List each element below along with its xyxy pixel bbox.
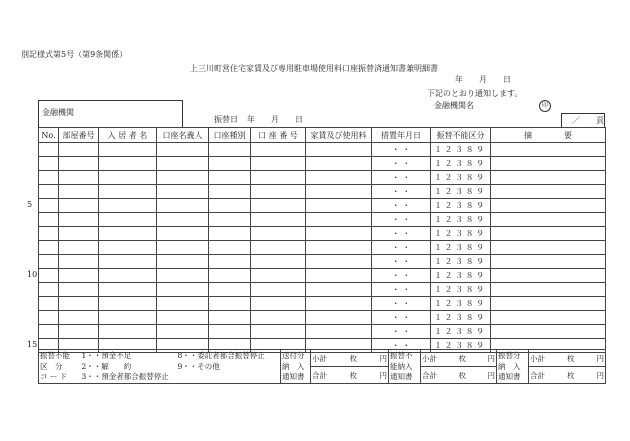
failed-total — [421, 367, 497, 384]
legend-item: 3・・預金者都合振替停止 — [81, 372, 169, 381]
failure-codes: １ ２ ３ ８ ９ — [431, 199, 491, 213]
date-dots: ・ ・ — [372, 283, 431, 297]
table-cell — [491, 199, 606, 213]
header-row — [39, 128, 606, 143]
issuer-label: 金融機関名 — [434, 101, 474, 110]
table-cell — [306, 283, 372, 297]
legend-title-line: 振替不能 — [40, 351, 70, 360]
table-cell — [209, 227, 251, 241]
table-cell — [251, 171, 306, 185]
table-cell — [491, 297, 606, 311]
yen-unit: 円 — [596, 353, 604, 363]
table-cell — [306, 157, 372, 171]
failure-codes: １ ２ ３ ８ ９ — [431, 311, 491, 325]
table-cell — [251, 325, 306, 339]
table-cell — [491, 213, 606, 227]
table-cell — [251, 241, 306, 255]
table-cell — [306, 269, 372, 283]
table-cell — [209, 143, 251, 157]
group-label-line: 通知書 — [282, 372, 305, 381]
table-row — [39, 185, 606, 199]
group-label-line: 振替不 — [390, 351, 413, 360]
table-cell — [39, 269, 59, 283]
table-cell — [491, 171, 606, 185]
table-cell — [251, 269, 306, 283]
table-cell — [491, 283, 606, 297]
date-dots: ・ ・ — [372, 227, 431, 241]
subtotal-label: 小計 — [422, 353, 437, 363]
page-label: ／ 頁 — [572, 116, 604, 125]
table-row — [39, 297, 606, 311]
col-room: 部屋番号 — [59, 128, 99, 143]
table-cell — [157, 297, 209, 311]
page-box — [561, 113, 605, 128]
legend-item: 1・・預金不足 — [81, 351, 132, 360]
table-cell — [39, 143, 59, 157]
col-tenant: 入 居 者 名 — [99, 128, 157, 143]
table-cell — [157, 325, 209, 339]
table-cell — [157, 143, 209, 157]
table-cell — [99, 283, 157, 297]
table-cell — [306, 255, 372, 269]
failure-codes: １ ２ ３ ８ ９ — [431, 297, 491, 311]
failure-codes: １ ２ ３ ８ ９ — [431, 325, 491, 339]
table-cell — [99, 255, 157, 269]
table-row — [39, 227, 606, 241]
table-row — [39, 157, 606, 171]
total-label: 合計 — [312, 370, 327, 380]
table-cell — [209, 199, 251, 213]
table-cell — [491, 157, 606, 171]
table-cell — [157, 241, 209, 255]
table-cell — [59, 311, 99, 325]
transferred-label — [497, 350, 529, 384]
bank-box — [38, 100, 183, 128]
table-cell — [39, 241, 59, 255]
table-cell — [491, 143, 606, 157]
col-account-type: 口座種別 — [209, 128, 251, 143]
table-cell — [209, 171, 251, 185]
col-amount: 家賃及び使用料 — [306, 128, 372, 143]
table-cell — [157, 213, 209, 227]
table-row — [39, 325, 606, 339]
sent-subtotal — [311, 350, 389, 367]
table-cell — [157, 255, 209, 269]
table-cell — [209, 213, 251, 227]
table-cell — [209, 297, 251, 311]
failure-codes: １ ２ ３ ８ ９ — [431, 143, 491, 157]
count-unit: 枚 — [458, 370, 466, 380]
failure-codes: １ ２ ３ ８ ９ — [431, 171, 491, 185]
group-label-line: 通知書 — [498, 372, 521, 381]
table-cell — [59, 157, 99, 171]
sent-label — [281, 350, 311, 384]
table-cell — [306, 185, 372, 199]
count-unit: 枚 — [349, 370, 357, 380]
table-cell — [59, 241, 99, 255]
table-cell — [306, 297, 372, 311]
group-label-line: 納 入 — [498, 361, 521, 371]
table-row — [39, 269, 606, 283]
table-row — [39, 283, 606, 297]
table-cell — [157, 283, 209, 297]
date-dots: ・ ・ — [372, 339, 431, 353]
table-cell — [59, 171, 99, 185]
date-dots: ・ ・ — [372, 325, 431, 339]
col-no: No. — [39, 128, 59, 143]
table-cell — [99, 185, 157, 199]
table-cell — [39, 255, 59, 269]
failure-codes: １ ２ ３ ８ ９ — [431, 269, 491, 283]
table-cell — [251, 311, 306, 325]
table-cell — [306, 199, 372, 213]
table-cell — [59, 213, 99, 227]
group-label-line: 能納入 — [390, 361, 413, 371]
table-cell — [209, 283, 251, 297]
table-cell — [59, 297, 99, 311]
table-cell — [39, 297, 59, 311]
table-cell — [306, 171, 372, 185]
yen-unit: 円 — [379, 353, 387, 363]
table-cell — [491, 325, 606, 339]
document-title: 上三川町営住宅家賃及び専用駐車場使用料口座振替済通知書兼明細書 — [190, 64, 438, 73]
subtotal-label: 小計 — [312, 353, 327, 363]
date-dots: ・ ・ — [372, 185, 431, 199]
yen-unit: 円 — [487, 370, 495, 380]
table-cell — [491, 311, 606, 325]
table-cell — [251, 297, 306, 311]
table-cell — [306, 325, 372, 339]
legend-codes-2 — [177, 350, 281, 384]
count-unit: 枚 — [567, 353, 575, 363]
table-cell — [59, 143, 99, 157]
date-dots: ・ ・ — [372, 241, 431, 255]
table-cell — [209, 269, 251, 283]
count-unit: 枚 — [458, 353, 466, 363]
failure-codes: １ ２ ３ ８ ９ — [431, 255, 491, 269]
row-number-label: 5 — [27, 200, 33, 209]
form-id: 別記様式第5号（第9条関係） — [21, 50, 128, 59]
table-cell — [99, 143, 157, 157]
failed-label — [389, 350, 421, 384]
table-cell — [209, 157, 251, 171]
col-failure-code: 振替不能区分 — [431, 128, 491, 143]
table-cell — [99, 157, 157, 171]
table-cell — [99, 269, 157, 283]
issue-date-line: 年 月 日 — [455, 75, 511, 84]
date-dots: ・ ・ — [372, 269, 431, 283]
table-cell — [99, 213, 157, 227]
col-action-date: 措置年月日 — [372, 128, 431, 143]
failed-subtotal — [421, 350, 497, 367]
table-cell — [306, 143, 372, 157]
failure-codes: １ ２ ３ ８ ９ — [431, 213, 491, 227]
table-cell — [157, 157, 209, 171]
table-cell — [306, 241, 372, 255]
table-row — [39, 143, 606, 157]
group-label-line: 納 入 — [282, 361, 305, 371]
total-label: 合計 — [530, 370, 545, 380]
total-label: 合計 — [422, 370, 437, 380]
col-holder: 口座名義人 — [157, 128, 209, 143]
table-cell — [39, 325, 59, 339]
transfer-date-fields: 年 月 日 — [247, 115, 303, 124]
table-cell — [39, 227, 59, 241]
table-cell — [99, 171, 157, 185]
group-label-line: 振替分 — [498, 351, 521, 360]
table-cell — [39, 213, 59, 227]
date-dots: ・ ・ — [372, 143, 431, 157]
col-remarks: 摘 要 — [491, 128, 606, 143]
table-cell — [157, 269, 209, 283]
table-cell — [251, 227, 306, 241]
table-cell — [306, 227, 372, 241]
table-row — [39, 241, 606, 255]
table-cell — [59, 269, 99, 283]
table-row — [39, 213, 606, 227]
failure-codes: １ ２ ３ ８ ９ — [431, 227, 491, 241]
table-cell — [209, 255, 251, 269]
row-number-label: 10 — [27, 270, 38, 279]
seal-icon: 印 — [539, 100, 551, 112]
legend-title — [39, 350, 81, 384]
legend-item: 2・・解 約 — [81, 361, 132, 371]
table-cell — [157, 227, 209, 241]
date-dots: ・ ・ — [372, 171, 431, 185]
count-unit: 枚 — [349, 353, 357, 363]
table-cell — [59, 325, 99, 339]
table-cell — [59, 283, 99, 297]
table-cell — [39, 171, 59, 185]
failure-codes: １ ２ ３ ８ ９ — [431, 283, 491, 297]
table-cell — [39, 311, 59, 325]
table-cell — [99, 311, 157, 325]
table-cell — [39, 283, 59, 297]
table-cell — [251, 255, 306, 269]
table-cell — [99, 227, 157, 241]
yen-unit: 円 — [379, 370, 387, 380]
table-cell — [99, 241, 157, 255]
table-cell — [99, 297, 157, 311]
bank-label: 金融機関 — [42, 108, 74, 117]
table-cell — [306, 213, 372, 227]
failure-codes: １ ２ ３ ８ ９ — [431, 157, 491, 171]
table-cell — [251, 143, 306, 157]
table-cell — [157, 185, 209, 199]
failure-codes: １ ２ ３ ８ ９ — [431, 339, 491, 353]
notice-text: 下記のとおり通知します。 — [427, 89, 523, 98]
table-cell — [251, 157, 306, 171]
date-dots: ・ ・ — [372, 157, 431, 171]
table-cell — [491, 269, 606, 283]
table-cell — [209, 185, 251, 199]
table-cell — [59, 199, 99, 213]
table-cell — [251, 199, 306, 213]
table-cell — [157, 171, 209, 185]
transferred-total — [529, 367, 606, 384]
table-cell — [39, 199, 59, 213]
table-cell — [39, 157, 59, 171]
table-cell — [491, 241, 606, 255]
table-row — [39, 255, 606, 269]
count-unit: 枚 — [567, 370, 575, 380]
transfer-date-label: 振替日 — [214, 115, 238, 124]
footer-summary — [38, 349, 606, 384]
table-cell — [39, 185, 59, 199]
failure-codes: １ ２ ３ ８ ９ — [431, 241, 491, 255]
table-row — [39, 171, 606, 185]
table-cell — [99, 199, 157, 213]
table-cell — [59, 185, 99, 199]
subtotal-label: 小計 — [530, 353, 545, 363]
group-label-line: 通知書 — [390, 372, 413, 381]
table-cell — [491, 255, 606, 269]
legend-item: 9・・その他 — [177, 361, 220, 371]
table-cell — [491, 227, 606, 241]
table-cell — [157, 199, 209, 213]
sent-total — [311, 367, 389, 384]
yen-unit: 円 — [487, 353, 495, 363]
yen-unit: 円 — [596, 370, 604, 380]
legend-codes-1 — [81, 350, 177, 384]
table-cell — [251, 283, 306, 297]
legend-title-line: 区 分 — [40, 361, 63, 371]
table-cell — [209, 311, 251, 325]
date-dots: ・ ・ — [372, 311, 431, 325]
table-cell — [209, 325, 251, 339]
table-row — [39, 199, 606, 213]
table-cell — [491, 185, 606, 199]
table-cell — [99, 325, 157, 339]
date-dots: ・ ・ — [372, 199, 431, 213]
table-cell — [59, 255, 99, 269]
table-cell — [59, 227, 99, 241]
table-cell — [157, 311, 209, 325]
table-cell — [251, 185, 306, 199]
col-account-number: 口 座 番 号 — [251, 128, 306, 143]
date-dots: ・ ・ — [372, 255, 431, 269]
legend-item: 8・・委託者都合振替停止 — [177, 351, 265, 360]
table-row — [39, 311, 606, 325]
row-number-label: 15 — [27, 340, 38, 349]
date-dots: ・ ・ — [372, 297, 431, 311]
group-label-line: 送付分 — [282, 351, 305, 360]
table-cell — [209, 241, 251, 255]
date-dots: ・ ・ — [372, 213, 431, 227]
transferred-subtotal — [529, 350, 606, 367]
detail-table — [38, 127, 606, 353]
table-cell — [306, 311, 372, 325]
legend-title-line: コ ー ド — [40, 372, 68, 381]
failure-codes: １ ２ ３ ８ ９ — [431, 185, 491, 199]
table-cell — [251, 213, 306, 227]
